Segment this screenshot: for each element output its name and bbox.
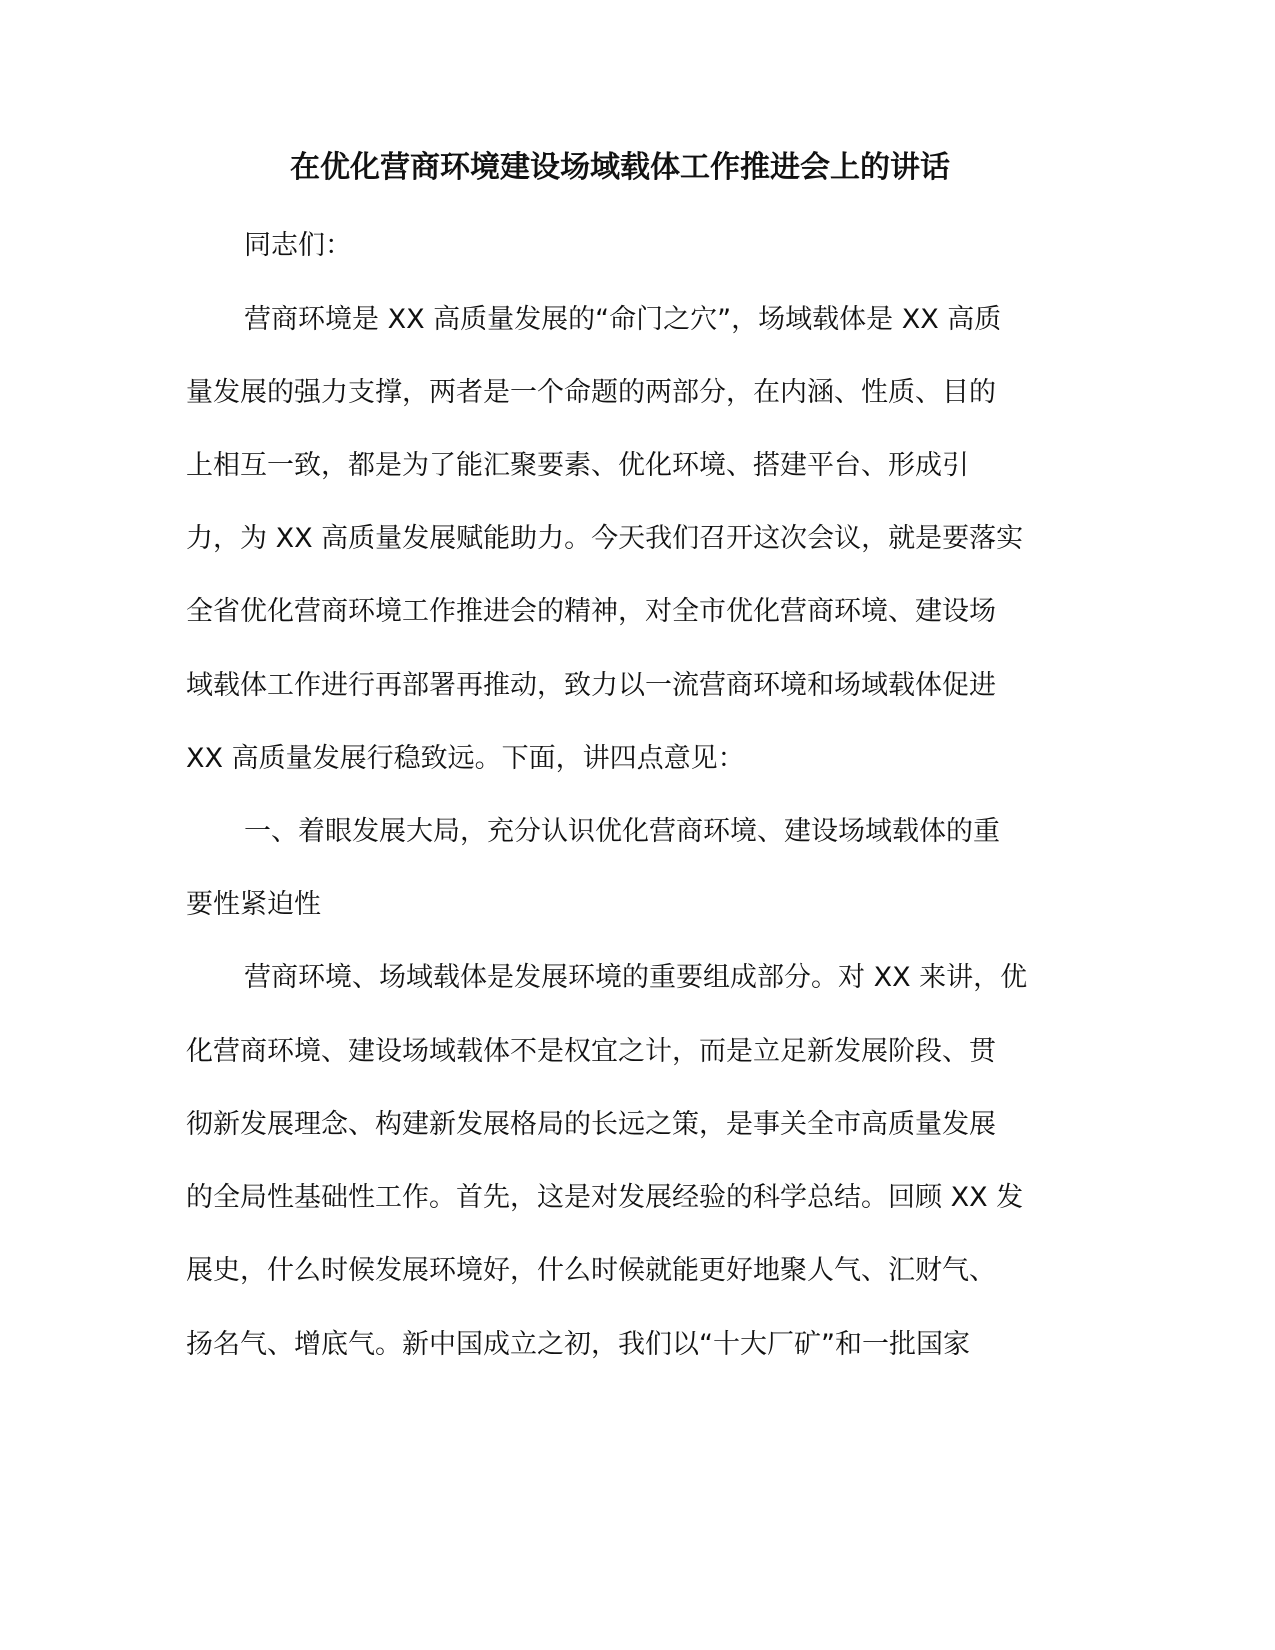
body-line: 的全局性基础性工作。首先，这是对发展经验的科学总结。回顾 XX 发: [186, 1182, 1024, 1213]
body-line: 扬名气、增底气。新中国成立之初，我们以“十大厂矿”和一批国家: [186, 1329, 970, 1360]
body-line: XX 高质量发展行稳致远。下面，讲四点意见：: [186, 743, 745, 774]
body-line: 上相互一致，都是为了能汇聚要素、优化环境、搭建平台、形成引: [186, 450, 969, 481]
body-line: 展史，什么时候发展环境好，什么时候就能更好地聚人气、汇财气、: [186, 1255, 996, 1286]
section-heading: 一、着眼发展大局，充分认识优化营商环境、建设场域载体的重: [244, 816, 1000, 847]
body-line: 域载体工作进行再部署再推动，致力以一流营商环境和场域载体促进: [186, 670, 996, 701]
body-line: 彻新发展理念、构建新发展格局的长远之策，是事关全市高质量发展: [186, 1109, 996, 1140]
body-line: 化营商环境、建设场域载体不是权宜之计，而是立足新发展阶段、贯: [186, 1036, 996, 1067]
salutation: 同志们：: [244, 230, 352, 261]
body-line: 营商环境、场域载体是发展环境的重要组成部分。对 XX 来讲，优: [244, 962, 1028, 993]
body-line: 量发展的强力支撑，两者是一个命题的两部分，在内涵、性质、目的: [186, 377, 996, 408]
document-title: 在优化营商环境建设场域载体工作推进会上的讲话: [290, 150, 950, 185]
section-heading: 要性紧迫性: [186, 889, 321, 920]
body-line: 全省优化营商环境工作推进会的精神，对全市优化营商环境、建设场: [186, 596, 996, 627]
body-line: 力，为 XX 高质量发展赋能助力。今天我们召开这次会议，就是要落实: [186, 523, 1024, 554]
body-line: 营商环境是 XX 高质量发展的“命门之穴”，场域载体是 XX 高质: [244, 304, 1002, 335]
